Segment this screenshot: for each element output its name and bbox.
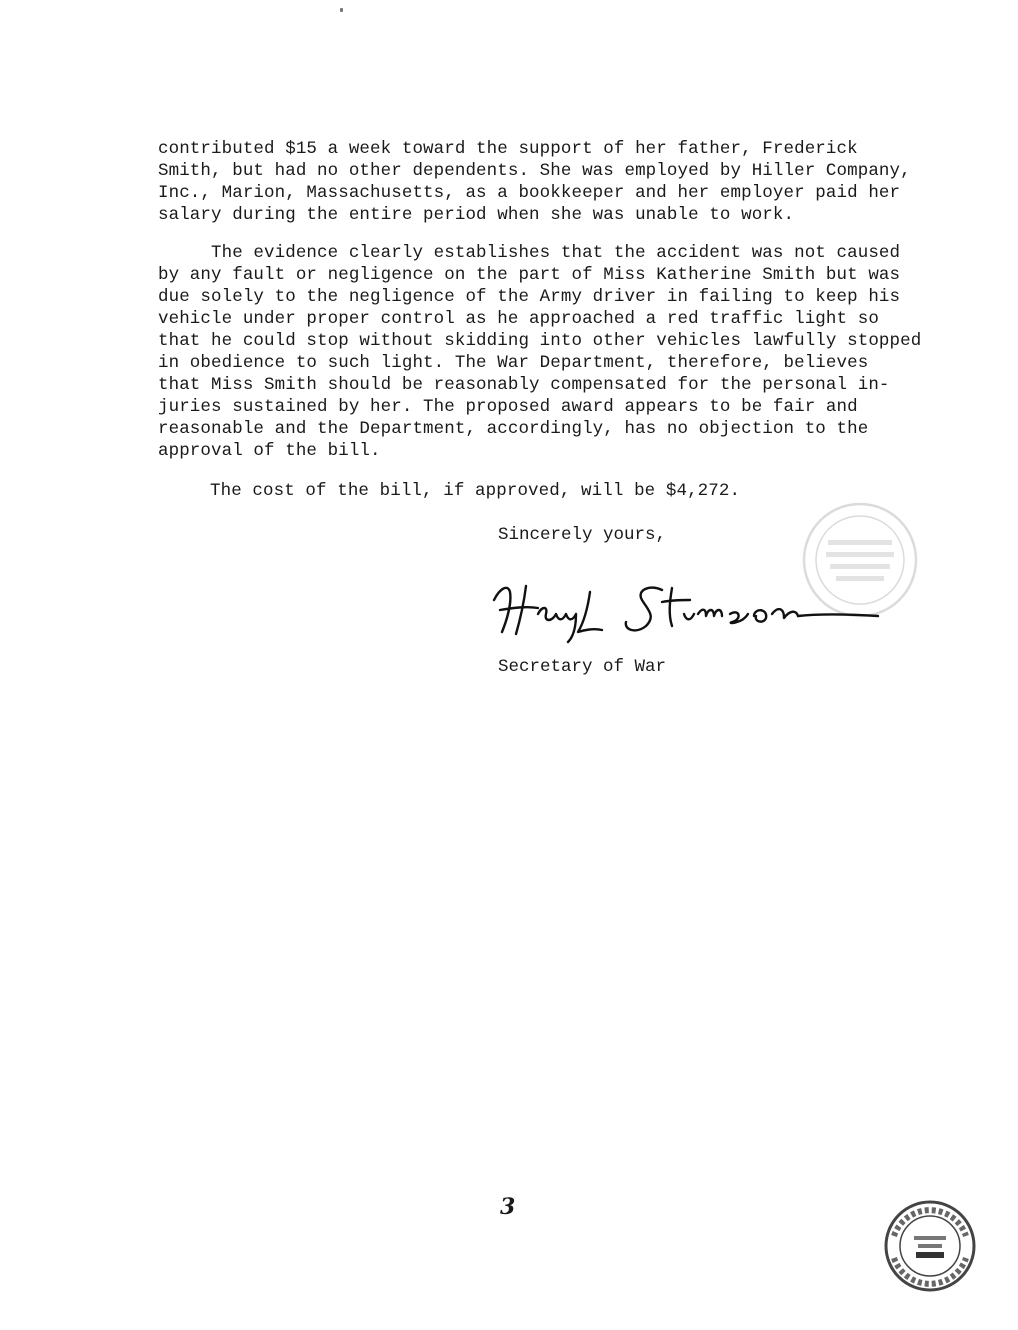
text-line: juries sustained by her. The proposed award appears to be fair and [158, 397, 858, 417]
text-line: contributed $15 a week toward the support of her father, Frederick [158, 139, 858, 159]
text-line: by any fault or negligence on the part of Miss Katherine Smith but was [158, 265, 901, 285]
paper-speck [340, 8, 343, 12]
text-line: salary during the entire period when she was unable to work. [158, 205, 795, 225]
text-line: that Miss Smith should be reasonably compensated for the personal in- [158, 375, 890, 395]
paragraph-2 [158, 242, 938, 462]
text-line: due solely to the negligence of the Army driver in failing to keep his [158, 287, 901, 307]
text-line: Smith, but had no other dependents. She was employed by Hiller Company, [158, 161, 911, 181]
page-number: 3 [500, 1194, 516, 1220]
signatory-title: Secretary of War [498, 657, 667, 677]
closing-salutation: Sincerely yours, [498, 525, 667, 545]
text-line: that he could stop without skidding into other vehicles lawfully stopped [158, 331, 922, 351]
text-line: approval of the bill. [158, 441, 381, 461]
text-line: vehicle under proper control as he approached a red traffic light so [158, 309, 879, 329]
paragraph-1 [158, 138, 938, 226]
library-seal-icon [880, 1196, 980, 1296]
text-line: The evidence clearly establishes that the accident was not caused [158, 243, 901, 263]
text-line: in obedience to such light. The War Department, therefore, believes [158, 353, 869, 373]
text-line: Inc., Marion, Massachusetts, as a bookkeeper and her employer paid her [158, 183, 901, 203]
signature-henry-stimson [486, 570, 886, 650]
text-line: The cost of the bill, if approved, will be $4,272. [210, 481, 741, 501]
text-line: reasonable and the Department, accordingly, has no objection to the [158, 419, 869, 439]
